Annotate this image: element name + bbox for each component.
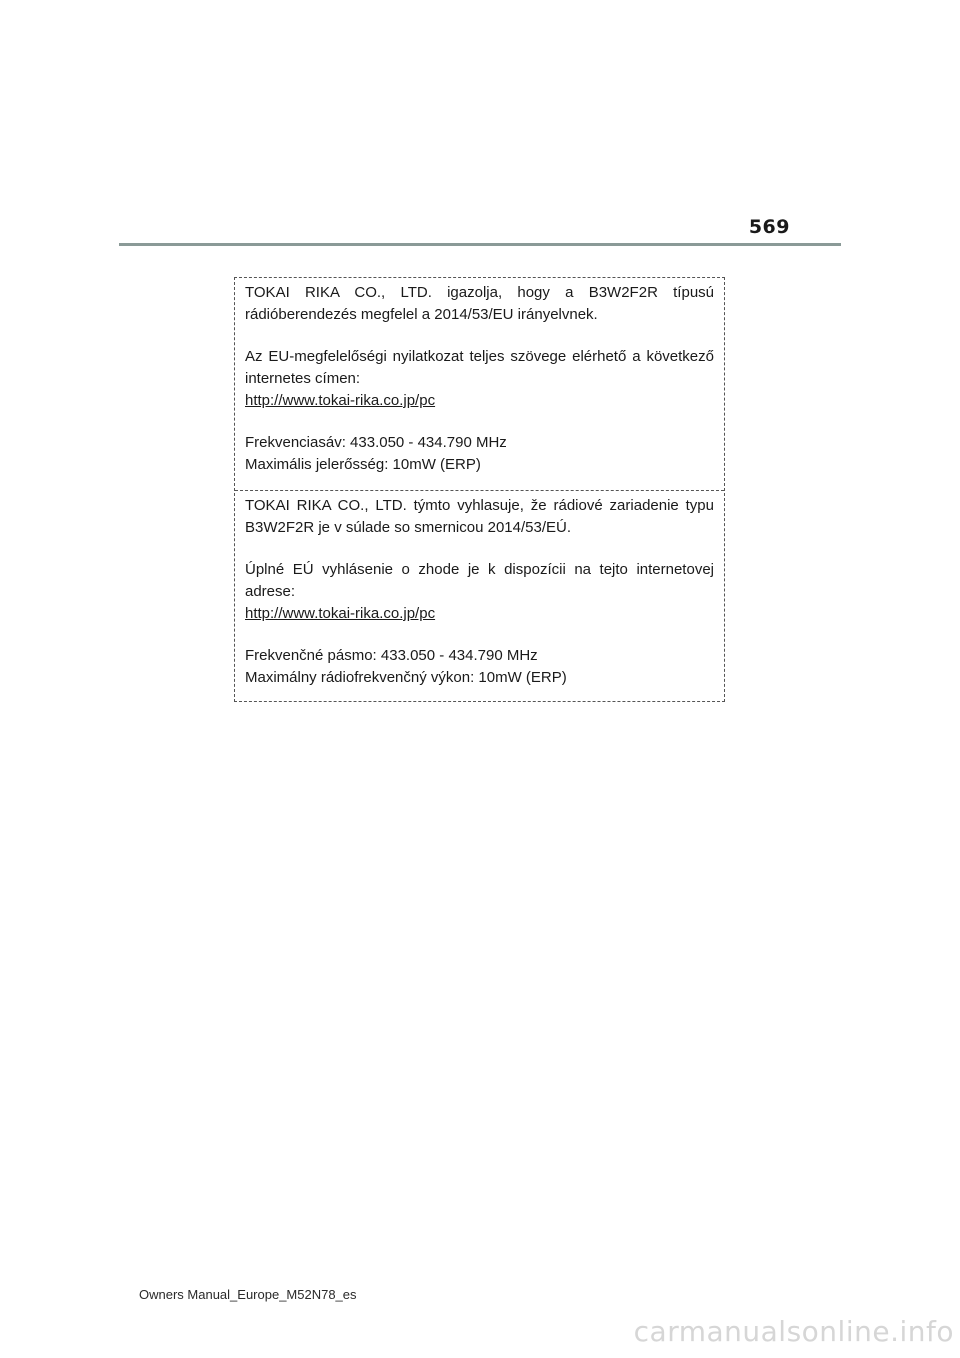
notice-section-slovak bbox=[235, 490, 724, 701]
page-number: 569 bbox=[748, 216, 790, 238]
max-power-sk: Maximálny rádiofrekvenčný výkon: 10mW (ERP) bbox=[245, 669, 567, 686]
frequency-band-hu: Frekvenciasáv: 433.050 - 434.790 MHz bbox=[245, 434, 507, 451]
availability-text-sk: Úplné EÚ vyhlásenie o zhode je k dispozícii na tejto internetovej adrese: bbox=[245, 561, 714, 600]
declaration-text-hu: TOKAI RIKA CO., LTD. igazolja, hogy a B3W2F2R típusú rádióberendezés megfelel a 2014/53/EU irányelvnek. bbox=[245, 284, 714, 323]
compliance-notice-box bbox=[234, 277, 725, 702]
paragraph-gap bbox=[245, 539, 714, 559]
site-watermark: carmanualsonline.info bbox=[633, 1315, 954, 1348]
max-power-hu: Maximális jelerősség: 10mW (ERP) bbox=[245, 456, 481, 473]
declaration-text-sk: TOKAI RIKA CO., LTD. týmto vyhlasuje, že rádiové zariadenie typu B3W2F2R je v súlade so smernicou 2014/53/EÚ. bbox=[245, 497, 714, 536]
notice-section-hungarian bbox=[235, 278, 724, 491]
paragraph-gap bbox=[245, 412, 714, 432]
frequency-band-sk: Frekvenčné pásmo: 433.050 - 434.790 MHz bbox=[245, 647, 538, 664]
declaration-url-link-hu[interactable]: http://www.tokai-rika.co.jp/pc bbox=[245, 392, 436, 409]
paragraph-gap bbox=[245, 625, 714, 645]
paragraph-gap bbox=[245, 326, 714, 346]
document-footer: Owners Manual_Europe_M52N78_es bbox=[139, 1287, 357, 1302]
availability-text-hu: Az EU-megfelelőségi nyilatkozat teljes szövege elérhető a következő internetes címen: bbox=[245, 348, 714, 387]
declaration-url-link-sk[interactable]: http://www.tokai-rika.co.jp/pc bbox=[245, 605, 436, 622]
header-divider bbox=[119, 243, 841, 246]
